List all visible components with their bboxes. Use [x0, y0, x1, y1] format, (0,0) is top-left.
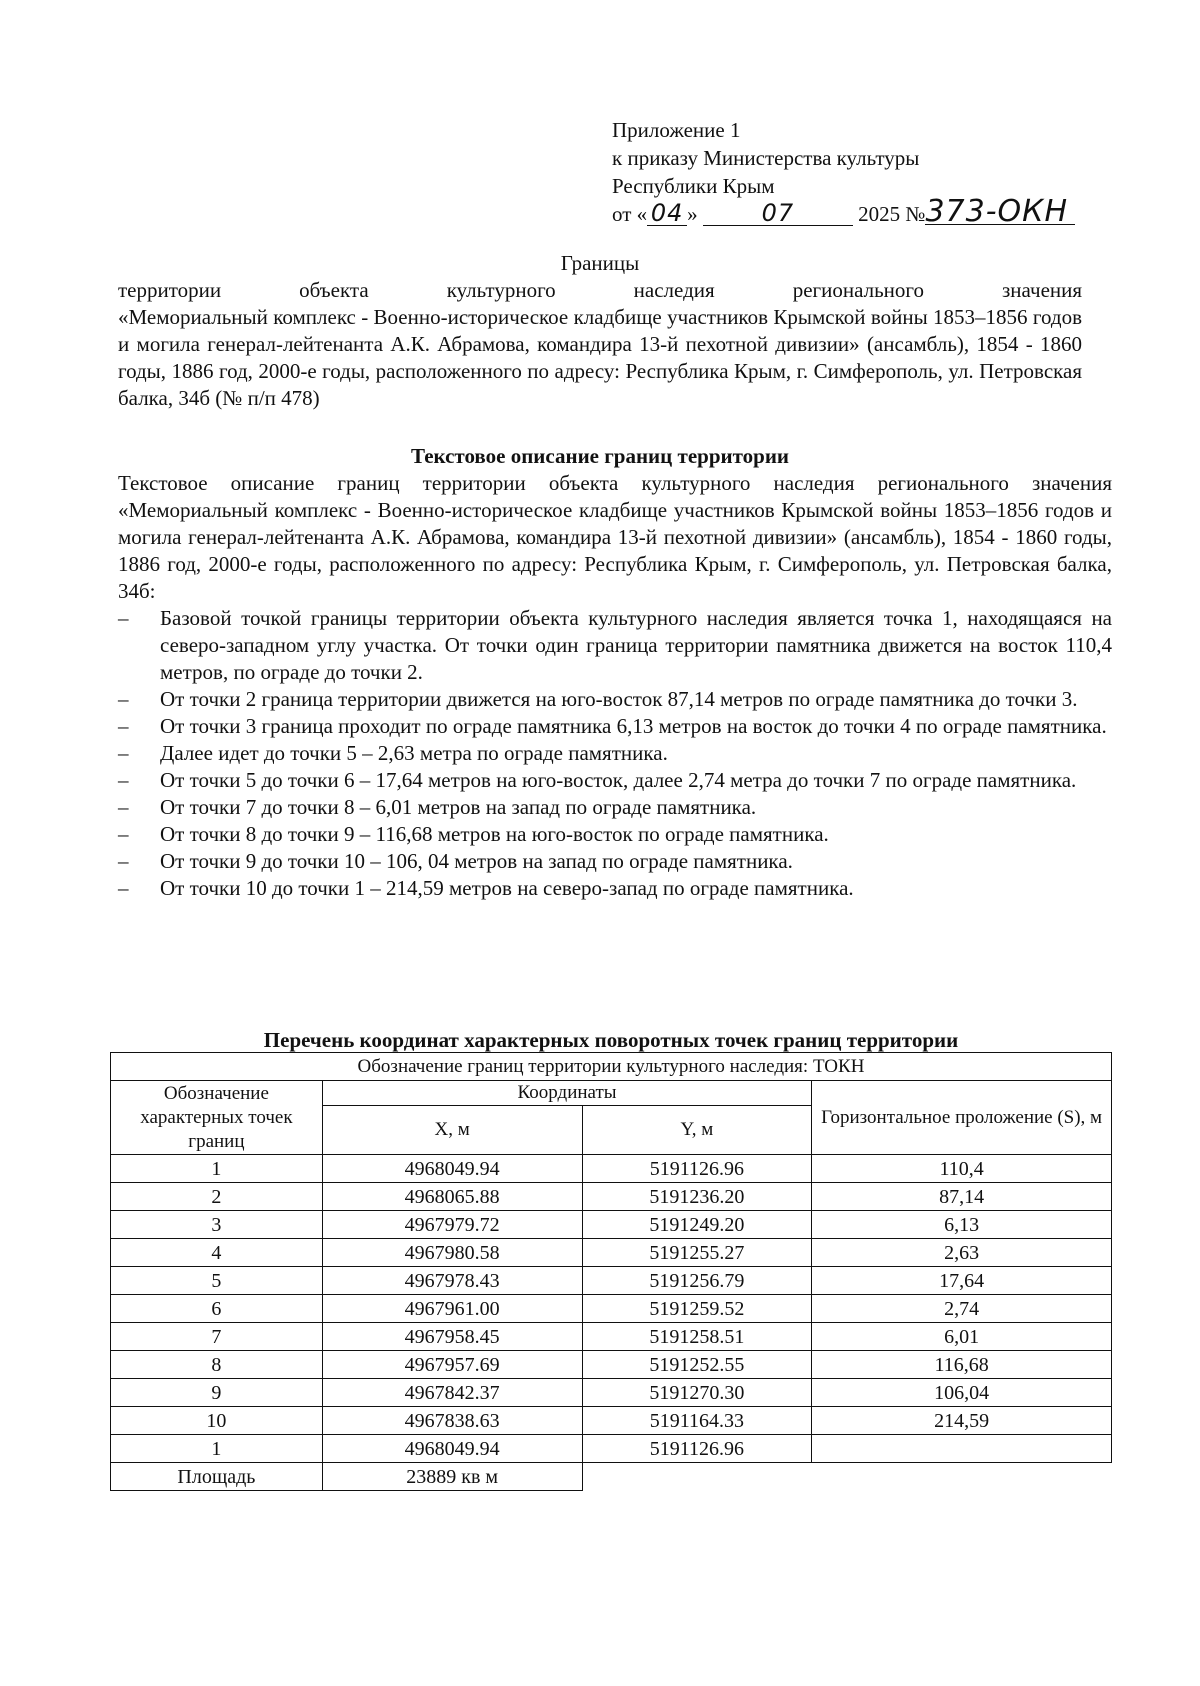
- cell-s: 6,13: [812, 1211, 1112, 1239]
- table-header-row: [111, 1081, 1112, 1106]
- cell-s: 17,64: [812, 1267, 1112, 1295]
- title-word: регионального: [792, 278, 924, 302]
- cell-y: 5191256.79: [582, 1267, 812, 1295]
- table-row: [111, 1239, 1112, 1267]
- cell-x: 4967838.63: [322, 1407, 582, 1435]
- table-row: [111, 1267, 1112, 1295]
- list-dash: –: [118, 876, 129, 900]
- cell-s: 2,63: [812, 1239, 1112, 1267]
- list-item-text: От точки 2 граница территории движется на юго-восток 87,14 метров по ограде памятника до точки 3.: [160, 687, 1078, 711]
- list-item: [118, 713, 1112, 740]
- cell-s: 214,59: [812, 1407, 1112, 1435]
- title-word: объекта: [299, 278, 369, 302]
- cell-x: 4967961.00: [322, 1295, 582, 1323]
- date-year: 2025 №: [858, 202, 926, 226]
- list-item: [118, 821, 1112, 848]
- title-word: наследия: [633, 278, 715, 302]
- cell-x: 4968065.88: [322, 1183, 582, 1211]
- area-value: 23889 кв м: [322, 1463, 582, 1491]
- cell-point: 5: [111, 1267, 323, 1295]
- coordinates-table: [110, 1052, 1112, 1491]
- empty-cell: [582, 1463, 812, 1491]
- list-item: [118, 848, 1112, 875]
- cell-y: 5191255.27: [582, 1239, 812, 1267]
- date-prefix: от «: [612, 202, 648, 226]
- cell-y: 5191252.55: [582, 1351, 812, 1379]
- cell-y: 5191236.20: [582, 1183, 812, 1211]
- cell-point: 1: [111, 1435, 323, 1463]
- cell-s: 6,01: [812, 1323, 1112, 1351]
- cell-x: 4967842.37: [322, 1379, 582, 1407]
- table-row: [111, 1435, 1112, 1463]
- date-day: 04: [647, 201, 687, 226]
- cell-x: 4968049.94: [322, 1435, 582, 1463]
- table-main-header: Обозначение границ территории культурного наследия: ТОКН: [111, 1053, 1112, 1081]
- cell-y: 5191258.51: [582, 1323, 812, 1351]
- list-item-text: Далее идет до точки 5 – 2,63 метра по ограде памятника.: [160, 741, 668, 765]
- table-area-row: [111, 1463, 1112, 1491]
- cell-s: 116,68: [812, 1351, 1112, 1379]
- appendix-date-line: [612, 194, 1132, 229]
- cell-point: 1: [111, 1155, 323, 1183]
- title-heading: Границы: [560, 251, 640, 275]
- list-item: [118, 767, 1112, 794]
- cell-x: 4968049.94: [322, 1155, 582, 1183]
- cell-y: 5191126.96: [582, 1435, 812, 1463]
- cell-x: 4967979.72: [322, 1211, 582, 1239]
- cell-y: 5191270.30: [582, 1379, 812, 1407]
- table-row: [111, 1323, 1112, 1351]
- cell-s: 106,04: [812, 1379, 1112, 1407]
- cell-y: 5191126.96: [582, 1155, 812, 1183]
- cell-s: 87,14: [812, 1183, 1112, 1211]
- cell-point: 2: [111, 1183, 323, 1211]
- empty-cell: [812, 1463, 1112, 1491]
- cell-x: 4967978.43: [322, 1267, 582, 1295]
- cell-point: 3: [111, 1211, 323, 1239]
- header-y: Y, м: [582, 1106, 812, 1155]
- list-dash: –: [118, 714, 129, 738]
- description-block: [118, 470, 1112, 902]
- list-dash: –: [118, 741, 129, 765]
- boundary-list: [118, 605, 1112, 902]
- date-mid: »: [687, 202, 698, 226]
- title-line-2: [118, 277, 1082, 304]
- list-dash: –: [118, 795, 129, 819]
- header-distance: Горизонтальное проложение (S), м: [812, 1081, 1112, 1155]
- table-row: [111, 1351, 1112, 1379]
- appendix-block: [612, 116, 1132, 228]
- header-x: X, м: [322, 1106, 582, 1155]
- cell-y: 5191164.33: [582, 1407, 812, 1435]
- cell-s: 110,4: [812, 1155, 1112, 1183]
- cell-point: 7: [111, 1323, 323, 1351]
- list-item-text: От точки 8 до точки 9 – 116,68 метров на юго-восток по ограде памятника.: [160, 822, 829, 846]
- list-dash: –: [118, 606, 129, 630]
- list-item: [118, 794, 1112, 821]
- table-title: Перечень координат характерных поворотных точек границ территории: [263, 1028, 959, 1052]
- cell-s: 2,74: [812, 1295, 1112, 1323]
- list-item-text: От точки 5 до точки 6 – 17,64 метров на юго-восток, далее 2,74 метра до точки 7 по ограде памятника.: [160, 768, 1077, 792]
- table-row: [111, 1379, 1112, 1407]
- appendix-line-1: Приложение 1: [612, 118, 741, 142]
- cell-s: [812, 1435, 1112, 1463]
- cell-point: 4: [111, 1239, 323, 1267]
- list-item: [118, 740, 1112, 767]
- list-item: [118, 686, 1112, 713]
- header-points: Обозначение характерных точек границ: [111, 1081, 323, 1155]
- cell-x: 4967958.45: [322, 1323, 582, 1351]
- title-word: значения: [1002, 278, 1083, 302]
- list-item-text: От точки 10 до точки 1 – 214,59 метров на северо-запад по ограде памятника.: [160, 876, 854, 900]
- appendix-line-2: к приказу Министерства культуры: [612, 146, 920, 170]
- title-block: [118, 250, 1082, 412]
- list-item: [118, 605, 1112, 686]
- table-row: [111, 1295, 1112, 1323]
- cell-point: 9: [111, 1379, 323, 1407]
- cell-point: 10: [111, 1407, 323, 1435]
- order-number: 373-ОКН: [925, 200, 1075, 225]
- table-row: [111, 1407, 1112, 1435]
- header-coords: Координаты: [322, 1081, 811, 1106]
- cell-point: 6: [111, 1295, 323, 1323]
- description-intro: Текстовое описание границ территории объекта культурного наследия регионального значения «Мемориальный комплекс - Военно-историческое кладбище участников Крымской войны 1853–1856 годов и могила генерал-лейтенанта А.К. Абрамова, командира 13-й пехотной дивизии» (ансамбль), 1854 - 1860 годы, 1886 год, 2000-е годы, расположенного по адресу: Республика Крым, г. Симферополь, ул. Петровская балка, 34б:: [118, 471, 1112, 603]
- list-dash: –: [118, 849, 129, 873]
- cell-y: 5191249.20: [582, 1211, 812, 1239]
- cell-point: 8: [111, 1351, 323, 1379]
- cell-y: 5191259.52: [582, 1295, 812, 1323]
- cell-x: 4967957.69: [322, 1351, 582, 1379]
- date-month: 07: [703, 201, 853, 226]
- appendix-line-3: Республики Крым: [612, 174, 775, 198]
- table-row: [111, 1211, 1112, 1239]
- list-dash: –: [118, 822, 129, 846]
- table-row: [111, 1183, 1112, 1211]
- list-item-text: От точки 3 граница проходит по ограде памятника 6,13 метров на восток до точки 4 по ограде памятника.: [160, 714, 1107, 738]
- title-word: культурного: [446, 278, 556, 302]
- table-row: [111, 1155, 1112, 1183]
- list-item: [118, 875, 1112, 902]
- list-item-text: Базовой точкой границы территории объекта культурного наследия является точка 1, находящаяся на северо-западном углу участка. От точки один граница территории памятника движется на восток 110,4 метров, по ограде до точки 2.: [160, 606, 1112, 684]
- list-dash: –: [118, 768, 129, 792]
- table-header-row: [111, 1053, 1112, 1081]
- list-item-text: От точки 7 до точки 8 – 6,01 метров на запад по ограде памятника.: [160, 795, 757, 819]
- area-label: Площадь: [111, 1463, 323, 1491]
- title-body: «Мемориальный комплекс - Военно-историческое кладбище участников Крымской войны 1853–1856 годов и могила генерал-лейтенанта А.К. Абрамова, командира 13-й пехотной дивизии» (ансамбль), 1854 - 1860 годы, 1886 год, 2000-е годы, расположенного по адресу: Республика Крым, г. Симферополь, ул. Петровская балка, 34б (№ п/п 478): [118, 305, 1082, 410]
- cell-x: 4967980.58: [322, 1239, 582, 1267]
- description-heading: Текстовое описание границ территории: [410, 444, 790, 468]
- title-word: территории: [118, 278, 222, 302]
- list-dash: –: [118, 687, 129, 711]
- list-item-text: От точки 9 до точки 10 – 106, 04 метров на запад по ограде памятника.: [160, 849, 793, 873]
